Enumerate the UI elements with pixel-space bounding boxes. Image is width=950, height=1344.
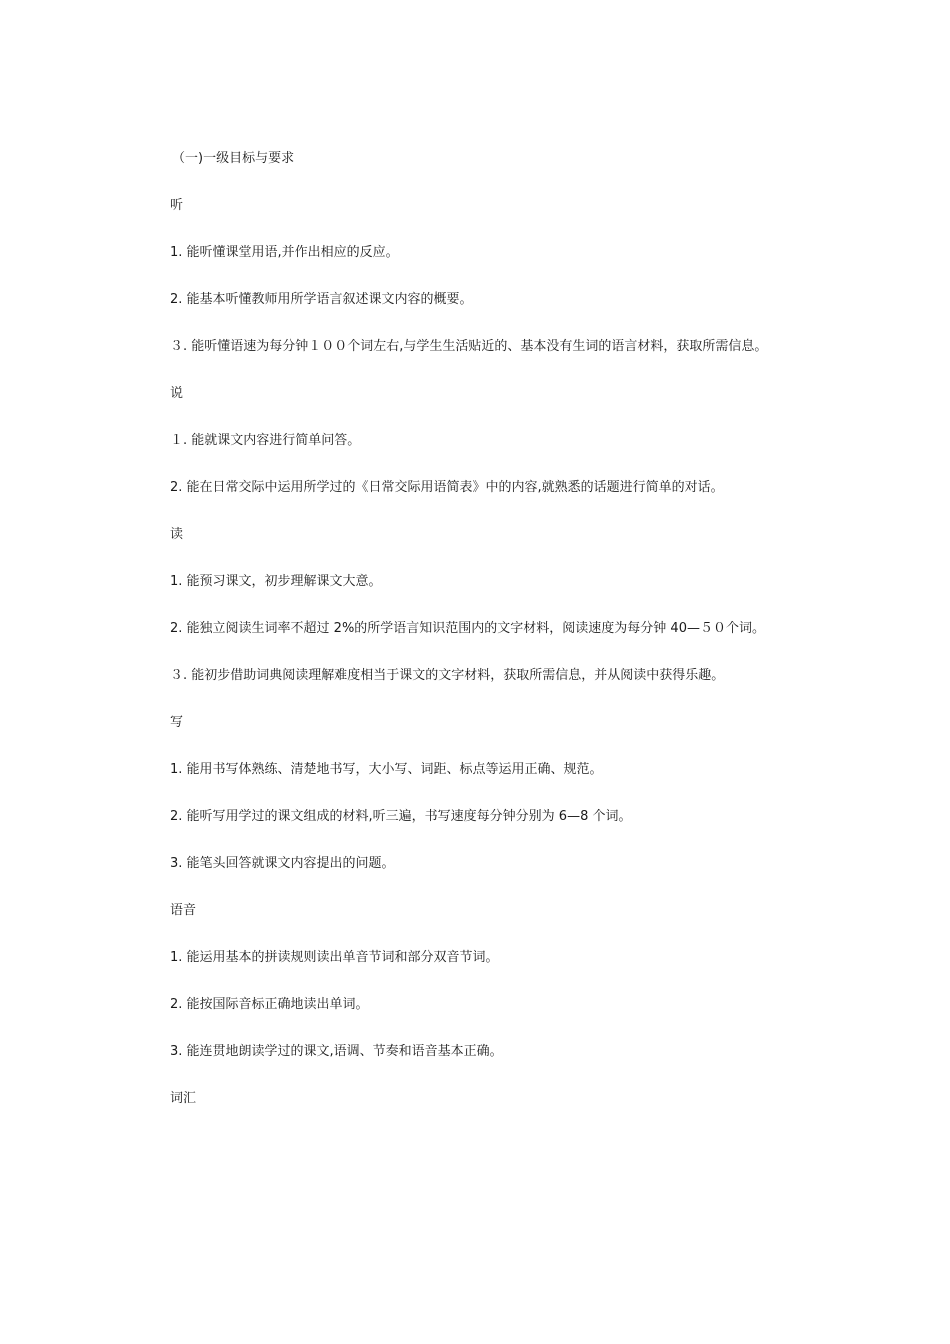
reading-item-2: 2. 能独立阅读生词率不超过 2%的所学语言知识范围内的文字材料，阅读速度为每分钟 40—５０个词。 <box>170 621 765 636</box>
writing-item-3: 3. 能笔头回答就课文内容提出的问题。 <box>170 856 395 871</box>
listening-item-3: ３. 能听懂语速为每分钟１００个词左右,与学生生活贴近的、基本没有生词的语言材料，获取所需信息。 <box>170 339 768 354</box>
listening-item-2: 2. 能基本听懂教师用所学语言叙述课文内容的概要。 <box>170 292 473 307</box>
reading-item-1: 1. 能预习课文，初步理解课文大意。 <box>170 574 382 589</box>
speaking-item-2: 2. 能在日常交际中运用所学过的《日常交际用语简表》中的内容,就熟悉的话题进行简单的对话。 <box>170 480 724 495</box>
heading-pronunciation: 语音 <box>170 903 197 918</box>
section-title: （一)一级目标与要求 <box>172 151 295 166</box>
heading-speaking: 说 <box>170 386 184 401</box>
pronunciation-item-1: 1. 能运用基本的拼读规则读出单音节词和部分双音节词。 <box>170 950 499 965</box>
heading-reading: 读 <box>170 527 184 542</box>
heading-listening: 听 <box>170 198 184 213</box>
listening-item-1: 1. 能听懂课堂用语,并作出相应的反应。 <box>170 245 399 260</box>
pronunciation-item-2: 2. 能按国际音标正确地读出单词。 <box>170 997 369 1012</box>
writing-item-1: 1. 能用书写体熟练、清楚地书写，大小写、词距、标点等运用正确、规范。 <box>170 762 603 777</box>
heading-vocabulary: 词汇 <box>170 1091 197 1106</box>
pronunciation-item-3: 3. 能连贯地朗读学过的课文,语调、节奏和语音基本正确。 <box>170 1044 503 1059</box>
heading-writing: 写 <box>170 715 184 730</box>
writing-item-2: 2. 能听写用学过的课文组成的材料,听三遍，书写速度每分钟分别为 6—8 个词。 <box>170 809 632 824</box>
reading-item-3: ３. 能初步借助词典阅读理解难度相当于课文的文字材料，获取所需信息，并从阅读中获得乐趣。 <box>170 668 725 683</box>
speaking-item-1: １. 能就课文内容进行简单问答。 <box>170 433 361 448</box>
document-body <box>142 147 812 1134</box>
